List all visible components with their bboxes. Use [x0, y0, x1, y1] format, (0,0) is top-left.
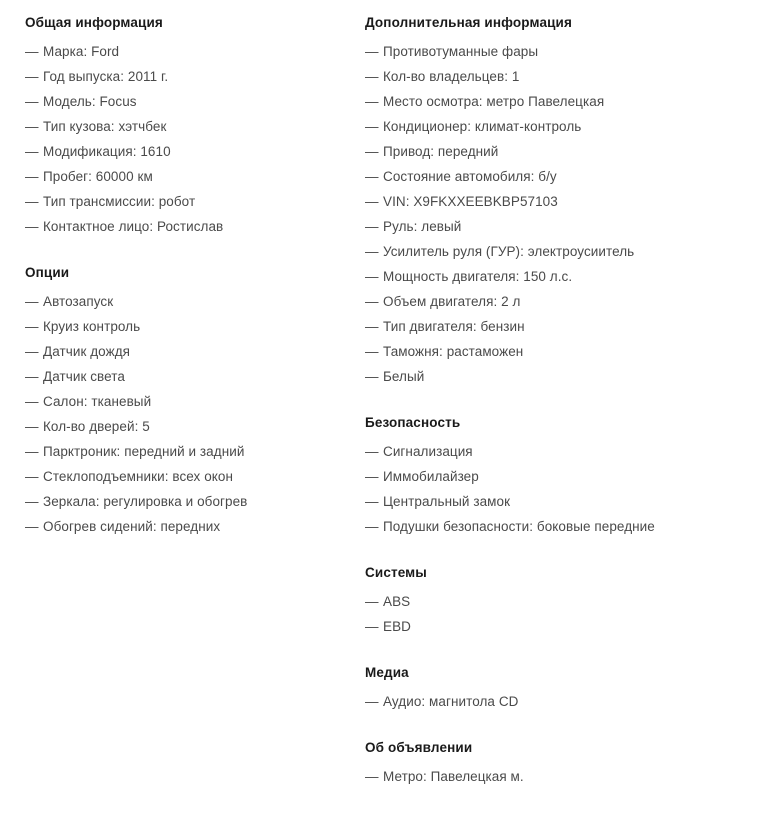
bullet-dash-icon: —: [25, 519, 39, 534]
spec-item: [25, 114, 355, 139]
bullet-dash-icon: —: [365, 294, 379, 309]
spec-item-text: Объем двигателя: 2 л: [383, 294, 521, 309]
bullet-dash-icon: —: [25, 219, 39, 234]
section-title: Опции: [25, 265, 70, 280]
spec-list: [365, 439, 750, 539]
spec-item-text: Автозапуск: [43, 294, 114, 309]
bullet-dash-icon: —: [365, 519, 379, 534]
spec-item: [365, 589, 750, 614]
bullet-dash-icon: —: [365, 194, 379, 209]
spec-item: [365, 464, 750, 489]
spec-item-text: Подушки безопасности: боковые передние: [383, 519, 655, 534]
spec-item-text: VIN: X9FKXXEEBKBP57103: [383, 194, 558, 209]
bullet-dash-icon: —: [365, 169, 379, 184]
spec-item: [365, 439, 750, 464]
spec-section-медиа: [365, 664, 750, 714]
spec-item-text: Белый: [383, 369, 425, 384]
bullet-dash-icon: —: [25, 344, 39, 359]
spec-item: [365, 239, 750, 264]
spec-item: [25, 89, 355, 114]
bullet-dash-icon: —: [365, 344, 379, 359]
spec-item-text: Датчик дождя: [43, 344, 131, 359]
bullet-dash-icon: —: [25, 494, 39, 509]
spec-item-text: Марка: Ford: [43, 44, 120, 59]
spec-list: [25, 289, 355, 539]
right-column: [355, 0, 770, 789]
spec-item: [25, 289, 355, 314]
spec-item: [25, 339, 355, 364]
bullet-dash-icon: —: [365, 69, 379, 84]
section-title: Безопасность: [365, 415, 461, 430]
spec-item-text: Кол-во владельцев: 1: [383, 69, 520, 84]
bullet-dash-icon: —: [365, 444, 379, 459]
bullet-dash-icon: —: [365, 319, 379, 334]
spec-item: [25, 439, 355, 464]
spec-list: [365, 764, 750, 789]
spec-item-text: Обогрев сидений: передних: [43, 519, 221, 534]
spec-item-text: Стеклоподъемники: всех окон: [43, 469, 233, 484]
spec-item: [365, 514, 750, 539]
spec-item-text: Кондиционер: климат-контроль: [383, 119, 582, 134]
spec-section-системы: [365, 564, 750, 639]
bullet-dash-icon: —: [25, 394, 39, 409]
spec-item: [25, 414, 355, 439]
bullet-dash-icon: —: [365, 94, 379, 109]
spec-item: [365, 39, 750, 64]
bullet-dash-icon: —: [25, 469, 39, 484]
bullet-dash-icon: —: [365, 769, 379, 784]
spec-item-text: Зеркала: регулировка и обогрев: [43, 494, 248, 509]
bullet-dash-icon: —: [25, 294, 39, 309]
spec-item-text: Мощность двигателя: 150 л.с.: [383, 269, 573, 284]
spec-item-text: Противотуманные фары: [383, 44, 539, 59]
spec-item-text: Год выпуска: 2011 г.: [43, 69, 169, 84]
spec-item-text: Сигнализация: [383, 444, 473, 459]
bullet-dash-icon: —: [25, 169, 39, 184]
section-title: Об объявлении: [365, 740, 473, 755]
spec-section-общая-информация: [25, 14, 355, 239]
spec-item-text: Пробег: 60000 км: [43, 169, 153, 184]
spec-item: [365, 764, 750, 789]
bullet-dash-icon: —: [25, 144, 39, 159]
bullet-dash-icon: —: [25, 94, 39, 109]
spec-item-text: Усилитель руля (ГУР): электроусиитель: [383, 244, 635, 259]
bullet-dash-icon: —: [365, 144, 379, 159]
spec-item: [365, 289, 750, 314]
spec-item-text: Тип трансмиссии: робот: [43, 194, 196, 209]
bullet-dash-icon: —: [25, 44, 39, 59]
spec-item-text: Центральный замок: [383, 494, 511, 509]
bullet-dash-icon: —: [25, 194, 39, 209]
spec-list: [365, 39, 750, 389]
spec-item-text: Иммобилайзер: [383, 469, 479, 484]
section-title: Дополнительная информация: [365, 15, 572, 30]
bullet-dash-icon: —: [365, 594, 379, 609]
spec-item: [365, 64, 750, 89]
spec-item-text: Таможня: растаможен: [383, 344, 524, 359]
spec-item: [25, 39, 355, 64]
spec-item: [365, 314, 750, 339]
spec-item: [25, 364, 355, 389]
spec-item: [365, 689, 750, 714]
spec-item: [365, 139, 750, 164]
spec-item: [25, 164, 355, 189]
spec-item: [365, 364, 750, 389]
spec-item-text: Метро: Павелецкая м.: [383, 769, 524, 784]
spec-item-text: Состояние автомобиля: б/у: [383, 169, 557, 184]
spec-item: [25, 64, 355, 89]
spec-item-text: Аудио: магнитола CD: [383, 694, 519, 709]
spec-item-text: Руль: левый: [383, 219, 462, 234]
spec-item-text: Парктроник: передний и задний: [43, 444, 245, 459]
bullet-dash-icon: —: [365, 244, 379, 259]
spec-item-text: Контактное лицо: Ростислав: [43, 219, 224, 234]
spec-item: [25, 139, 355, 164]
spec-item-text: Датчик света: [43, 369, 125, 384]
spec-item: [25, 489, 355, 514]
bullet-dash-icon: —: [365, 219, 379, 234]
section-title: Системы: [365, 565, 427, 580]
spec-item-text: Кол-во дверей: 5: [43, 419, 150, 434]
spec-section-дополнительная-информация: [365, 14, 750, 389]
spec-item-text: EBD: [383, 619, 411, 634]
spec-item: [365, 339, 750, 364]
spec-item-text: Тип кузова: хэтчбек: [43, 119, 167, 134]
spec-item: [25, 389, 355, 414]
spec-item: [25, 314, 355, 339]
bullet-dash-icon: —: [25, 369, 39, 384]
spec-item: [25, 189, 355, 214]
spec-item-text: Тип двигателя: бензин: [383, 319, 525, 334]
bullet-dash-icon: —: [365, 694, 379, 709]
spec-item: [365, 164, 750, 189]
bullet-dash-icon: —: [365, 494, 379, 509]
spec-item-text: Модель: Focus: [43, 94, 137, 109]
spec-item-text: Привод: передний: [383, 144, 499, 159]
section-title: Общая информация: [25, 15, 163, 30]
spec-item: [365, 189, 750, 214]
bullet-dash-icon: —: [365, 119, 379, 134]
spec-item-text: Салон: тканевый: [43, 394, 152, 409]
spec-item-text: ABS: [383, 594, 411, 609]
bullet-dash-icon: —: [365, 44, 379, 59]
bullet-dash-icon: —: [25, 419, 39, 434]
bullet-dash-icon: —: [25, 119, 39, 134]
spec-section-об-объявлении: [365, 739, 750, 789]
spec-item: [25, 214, 355, 239]
bullet-dash-icon: —: [25, 319, 39, 334]
spec-item-text: Модификация: 1610: [43, 144, 171, 159]
spec-list: [25, 39, 355, 239]
left-column: [0, 0, 355, 539]
spec-item: [365, 214, 750, 239]
bullet-dash-icon: —: [365, 269, 379, 284]
spec-section-безопасность: [365, 414, 750, 539]
bullet-dash-icon: —: [25, 444, 39, 459]
spec-item: [365, 264, 750, 289]
spec-item: [365, 89, 750, 114]
spec-list: [365, 689, 750, 714]
spec-item: [365, 614, 750, 639]
spec-item: [365, 489, 750, 514]
spec-item: [365, 114, 750, 139]
spec-section-опции: [25, 264, 355, 539]
section-title: Медиа: [365, 665, 409, 680]
spec-item: [25, 464, 355, 489]
spec-list: [365, 589, 750, 639]
bullet-dash-icon: —: [365, 469, 379, 484]
bullet-dash-icon: —: [25, 69, 39, 84]
bullet-dash-icon: —: [365, 619, 379, 634]
spec-item-text: Место осмотра: метро Павелецкая: [383, 94, 605, 109]
bullet-dash-icon: —: [365, 369, 379, 384]
spec-item: [25, 514, 355, 539]
spec-item-text: Круиз контроль: [43, 319, 141, 334]
